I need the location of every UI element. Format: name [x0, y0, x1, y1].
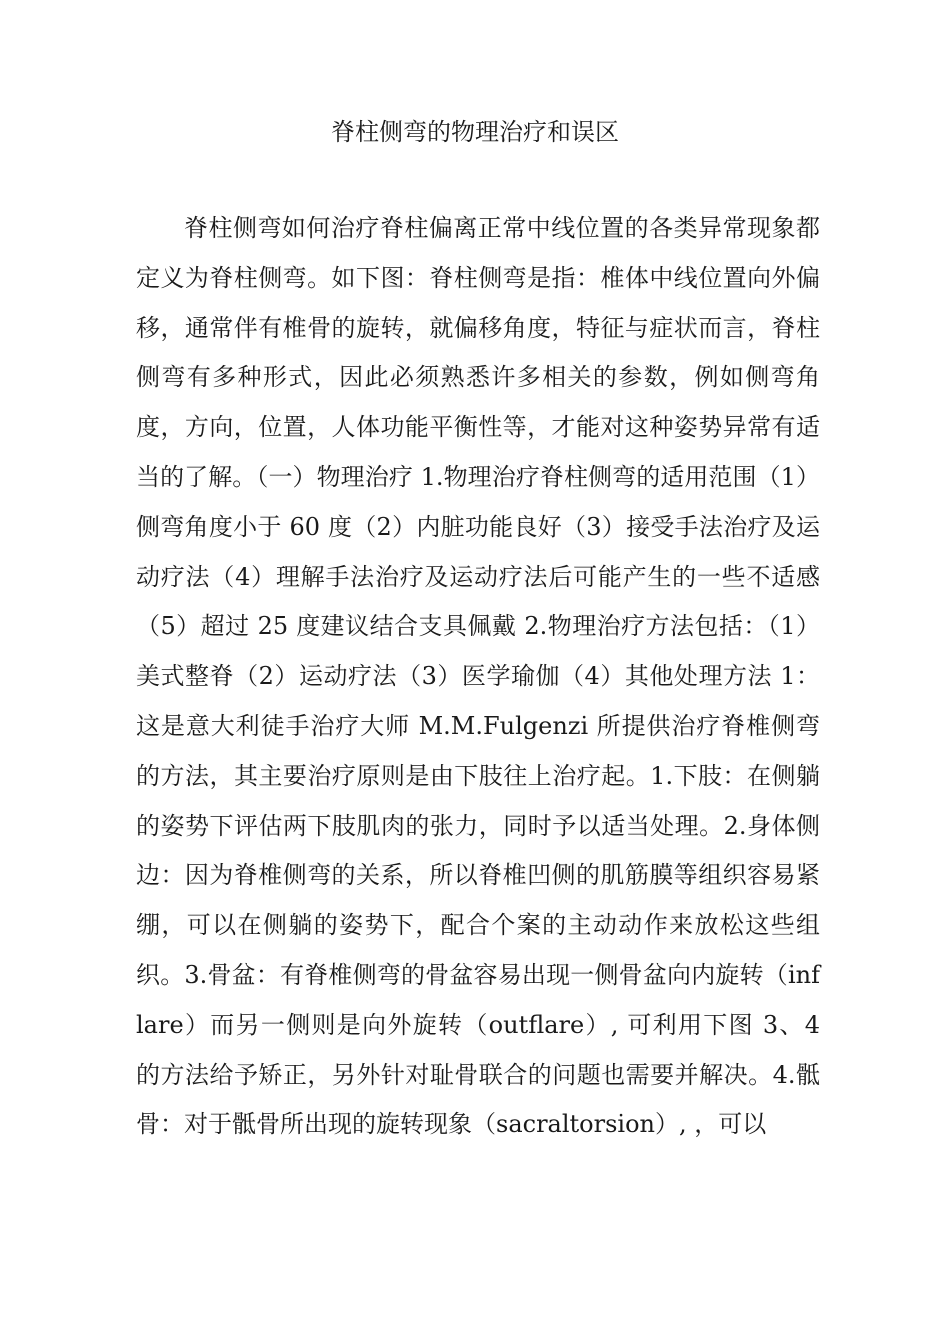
document-title: 脊柱侧弯的物理治疗和误区 — [331, 118, 619, 146]
body-paragraph: 脊柱侧弯如何治疗脊柱偏离正常中线位置的各类异常现象都定义为脊柱侧弯。如下图：脊柱侧弯是指：椎体中线位置向外偏移，通常伴有椎骨的旋转，就偏移角度，特征与症状而言，脊柱侧弯有多种形式，因此必须熟悉许多相关的参数，例如侧弯角度，方向，位置，人体功能平衡性等，才能对这种姿势异常有适当的了解。（一）物理治疗 1.物理治疗脊柱侧弯的适用范围（1）侧弯角度小于 60 度（2）内脏功能良好（3）接受手法治疗及运动疗法（4）理解手法治疗及运动疗法后可能产生的一些不适感（5）超过 25 度建议结合支具佩戴 2.物理治疗方法包括：（1）美式整脊（2）运动疗法（3）医学瑜伽（4）其他处理方法 1：这是意大利徒手治疗大师 M.M.Fulgenzi 所提供治疗脊椎侧弯的方法，其主要治疗原则是由下肢往上治疗起。1.下肢：在侧躺的姿势下评估两下肢肌肉的张力，同时予以适当处理。2.身体侧边：因为脊椎侧弯的关系，所以脊椎凹侧的肌筋膜等组织容易紧绷，可以在侧躺的姿势下，配合个案的主动动作来放松这些组织。3.骨盆：有脊椎侧弯的骨盆容易出现一侧骨盆向内旋转（inflare）而另一侧则是向外旋转（outflare）, 可利用下图 3、4 的方法给予矫正，另外针对耻骨联合的问题也需要并解决。4.骶骨：对于骶骨所出现的旋转现象（sacraltorsion）, ，可以 — [136, 214, 820, 1139]
